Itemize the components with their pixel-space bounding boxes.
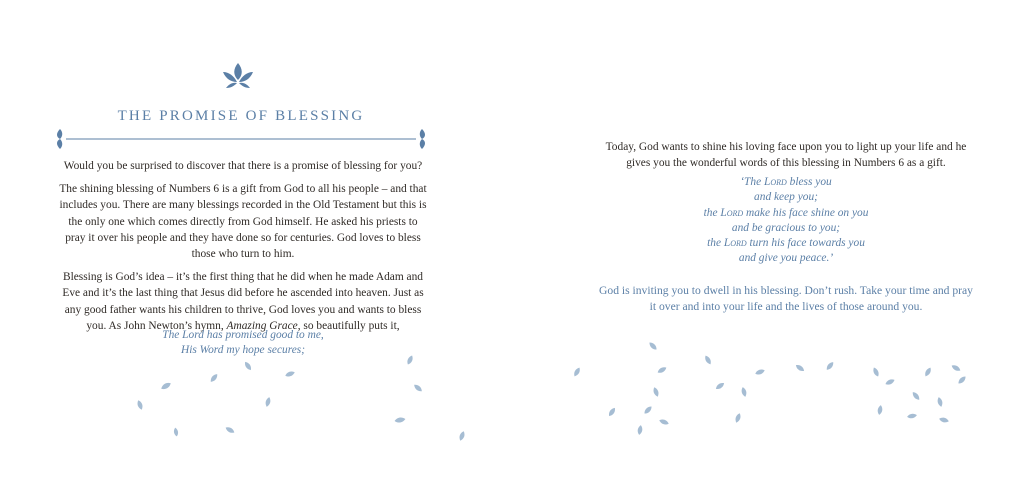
blessing-line-6: and give you peace.’ xyxy=(738,252,834,265)
hymn-title: Amazing Grace xyxy=(226,319,298,332)
paragraph-1: Would you be surprised to discover that there is a promise of blessing for you? xyxy=(63,160,423,172)
paragraph-3-start: Blessing is God’s idea – it’s the first thing that he did when he made Adam and Eve and it’s the last thing that Jesus did before he ascended into heaven. Just as any good father wants his children to thrive, God loves you and wants to bless you. As John Newton’s hymn, xyxy=(62,271,424,332)
blessing-verse xyxy=(596,175,976,267)
blessing-line-1-pre: ‘The xyxy=(740,176,764,188)
paragraph-3 xyxy=(57,269,429,334)
page-title: THE PROMISE OF BLESSING xyxy=(117,108,365,124)
lord-small-caps: Lord xyxy=(720,206,744,219)
blessing-line-5 xyxy=(596,236,976,251)
hymn-line-2: His Word my hope secures; xyxy=(180,344,305,356)
left-body-text xyxy=(57,158,429,341)
blessing-line-5-post: turn his face towards you xyxy=(746,237,865,250)
blessing-line-1 xyxy=(596,175,976,190)
lord-small-caps: Lord xyxy=(764,176,787,188)
blessing-line-4: and be gracious to you; xyxy=(731,221,841,234)
blessing-line-5-pre: the xyxy=(707,237,724,250)
hymn-verse xyxy=(57,328,429,358)
closing-text: God is inviting you to dwell in his blessing. Don’t rush. Take your time and pray it over and into your life and the lives of those around you. xyxy=(599,284,973,313)
paragraph-2: The shining blessing of Numbers 6 is a gift from God to all his people – and that includes you. There are many blessings recorded in the Old Testament but this is the only one which comes directly from God himself. He asked his priests to pray it over his people and they have done so for centuries. God loves to bless those who turn to him. xyxy=(59,183,427,261)
lord-small-caps: Lord xyxy=(723,237,747,250)
blessing-line-2: and keep you; xyxy=(754,191,818,204)
hymn-line-1: The Lord has promised good to me, xyxy=(162,329,324,341)
paragraph-3-end: , so beautifully puts it, xyxy=(297,319,400,332)
right-page xyxy=(512,0,1024,502)
blessing-line-3 xyxy=(596,206,976,221)
blessing-line-3-post: make his face shine on you xyxy=(743,206,869,219)
leaf-ornament-icon xyxy=(220,60,256,94)
blessing-line-1-post: bless you xyxy=(786,176,832,188)
blessing-line-3-pre: the xyxy=(703,206,721,219)
right-intro-text: Today, God wants to shine his loving face upon you to light up your life and he gives you the wonderful words of this blessing in Numbers 6 as a gift. xyxy=(605,141,967,169)
title-divider xyxy=(54,127,428,151)
